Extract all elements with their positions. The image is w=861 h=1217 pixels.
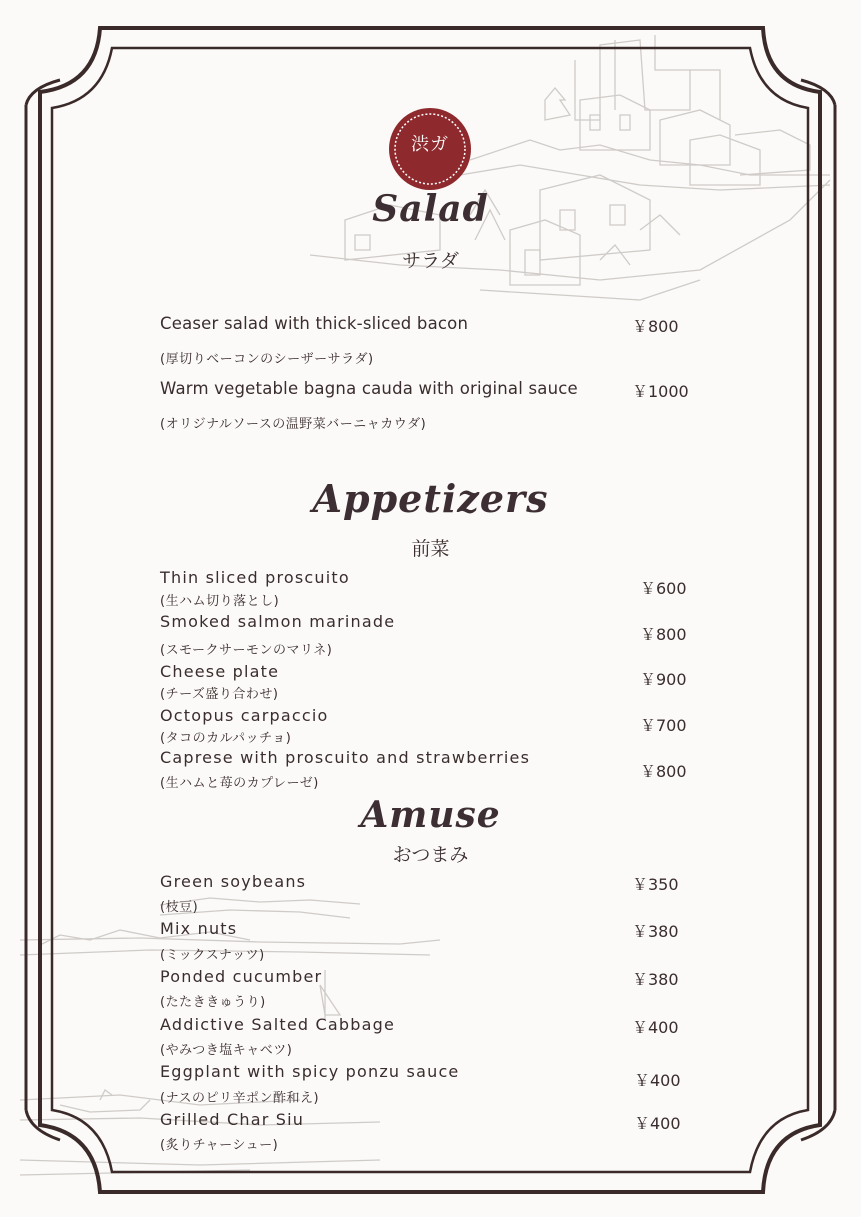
menu-item-name: Grilled Char Siu (160, 1110, 305, 1129)
menu-item-japanese: (厚切りベーコンのシーザーサラダ) (160, 352, 374, 367)
menu-item-price: ￥600 (640, 579, 687, 598)
menu-item-japanese: (たたききゅうり) (160, 995, 266, 1010)
menu-item-price: ￥800 (632, 317, 679, 336)
salad-title: Salad (372, 188, 489, 230)
menu-item-japanese: (チーズ盛り合わせ) (160, 687, 279, 702)
menu-item-japanese: (オリジナルソースの温野菜バーニャカウダ) (160, 417, 427, 432)
menu-item-name: Green soybeans (160, 872, 307, 891)
amuse-subtitle: おつまみ (392, 844, 469, 866)
menu-item-name: Smoked salmon marinade (160, 612, 396, 631)
menu-item-price: ￥400 (634, 1071, 681, 1090)
menu-item-name: Ceaser salad with thick-sliced bacon (160, 314, 469, 333)
menu-item-japanese: (炙りチャーシュー) (160, 1138, 279, 1153)
menu-item-name: Warm vegetable bagna cauda with original sauce (160, 379, 578, 398)
menu-item-name: Mix nuts (160, 919, 238, 938)
menu-item-name: Octopus carpaccio (160, 706, 329, 725)
menu-item-name: Thin sliced proscuito (160, 568, 350, 587)
appetizers-title: Appetizers (312, 476, 549, 521)
menu-item-price: ￥700 (640, 716, 687, 735)
menu-item-price: ￥900 (640, 670, 687, 689)
menu-item-price: ￥380 (632, 922, 679, 941)
amuse-title: Amuse (360, 794, 501, 836)
menu-item-name: Caprese with proscuito and strawberries (160, 748, 531, 767)
menu-item-price: ￥380 (632, 970, 679, 989)
salad-subtitle: サラダ (402, 250, 459, 272)
menu-item-price: ￥400 (632, 1018, 679, 1037)
menu-item-price: ￥350 (632, 875, 679, 894)
menu-item-name: Cheese plate (160, 662, 280, 681)
menu-item-price: ￥1000 (632, 382, 689, 401)
menu-item-japanese: (やみつき塩キャベツ) (160, 1043, 293, 1058)
logo-text: 渋ガ (411, 134, 449, 155)
menu-item-name: Ponded cucumber (160, 967, 323, 986)
menu-item-name: Addictive Salted Cabbage (160, 1015, 395, 1034)
menu-item-price: ￥400 (634, 1114, 681, 1133)
menu-item-japanese: (スモークサーモンのマリネ) (160, 643, 333, 658)
menu-item-japanese: (枝豆) (160, 900, 199, 915)
menu-item-japanese: (生ハム切り落とし) (160, 594, 280, 609)
menu-item-japanese: (タコのカルパッチョ) (160, 731, 292, 746)
menu-item-japanese: (生ハムと苺のカプレーゼ) (160, 776, 319, 791)
menu-item-japanese: (ナスのピリ辛ポン酢和え) (160, 1091, 320, 1106)
menu-item-price: ￥800 (640, 625, 687, 644)
menu-item-price: ￥800 (640, 762, 687, 781)
appetizers-subtitle: 前菜 (411, 538, 450, 560)
menu-item-japanese: (ミックスナッツ) (160, 948, 265, 963)
menu-item-name: Eggplant with spicy ponzu sauce (160, 1062, 460, 1081)
